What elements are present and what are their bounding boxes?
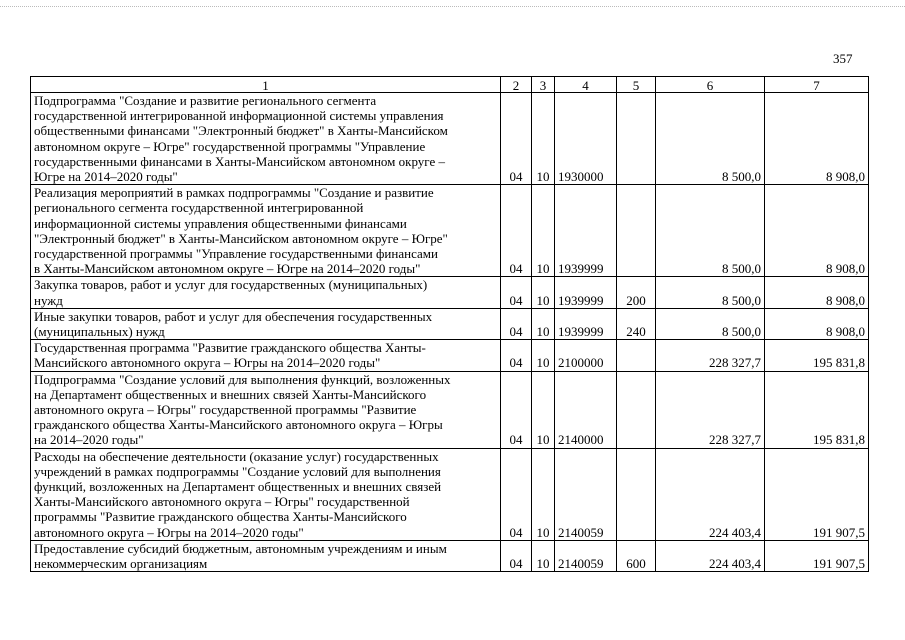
description-line: регионального сегмента государственной интегрированной <box>34 200 364 216</box>
description-line: (муниципальных) нужд <box>34 324 165 340</box>
amount-year-1: 228 327,7 <box>656 371 765 448</box>
expense-type-code <box>617 448 656 540</box>
description-line: государственной программы "Управление государственными финансами <box>34 246 438 262</box>
col-header-1: 1 <box>31 77 501 93</box>
subsection-code: 10 <box>532 340 555 371</box>
table-body <box>31 93 869 572</box>
row-description <box>31 277 501 308</box>
target-article-code: 1939999 <box>555 185 617 277</box>
amount-year-1: 228 327,7 <box>656 340 765 371</box>
row-description <box>31 185 501 277</box>
table-row <box>31 277 869 308</box>
table-row <box>31 540 869 571</box>
description-line: Подпрограмма "Создание и развитие регионального сегмента <box>34 93 377 108</box>
page-number: 357 <box>833 51 853 66</box>
col-header-6: 6 <box>656 77 765 93</box>
description-line: "Электронный бюджет" в Ханты-Мансийском автономном округе – Югре" <box>34 230 448 246</box>
amount-year-2: 8 908,0 <box>765 308 869 339</box>
description-line: программы "Развитие гражданского общества Ханты-Мансийского <box>34 509 407 525</box>
col-header-5: 5 <box>617 77 656 93</box>
col-header-7: 7 <box>765 77 869 93</box>
row-description <box>31 308 501 339</box>
budget-table <box>30 76 869 572</box>
col-header-4: 4 <box>555 77 617 93</box>
expense-type-code <box>617 185 656 277</box>
subsection-code: 10 <box>532 371 555 448</box>
description-line: на Департамент общественных и внешних связей Ханты-Мансийского <box>34 386 427 402</box>
expense-type-code: 600 <box>617 540 656 571</box>
subsection-code: 10 <box>532 277 555 308</box>
section-code: 04 <box>501 371 532 448</box>
table-row <box>31 185 869 277</box>
target-article-code: 2140000 <box>555 371 617 448</box>
row-description <box>31 93 501 185</box>
amount-year-2: 8 908,0 <box>765 277 869 308</box>
amount-year-1: 8 500,0 <box>656 308 765 339</box>
amount-year-2: 191 907,5 <box>765 448 869 540</box>
row-description <box>31 340 501 371</box>
table-row <box>31 308 869 339</box>
subsection-code: 10 <box>532 448 555 540</box>
description-line: Государственная программа "Развитие гражданского общества Ханты- <box>34 340 426 356</box>
description-line: Подпрограмма "Создание условий для выполнения функций, возложенных <box>34 371 451 387</box>
section-code: 04 <box>501 277 532 308</box>
target-article-code: 2140059 <box>555 540 617 571</box>
description-line: Югре на 2014–2020 годы" <box>34 169 178 185</box>
row-description <box>31 448 501 540</box>
description-line: гражданского общества Ханты-Мансийского автономного округа – Югры <box>34 417 443 433</box>
expense-type-code <box>617 340 656 371</box>
amount-year-1: 224 403,4 <box>656 540 765 571</box>
description-line: автономного округа – Югры" государственной программы "Развитие <box>34 402 417 418</box>
description-line: Мансийского автономного округа – Югры на 2014–2020 годы" <box>34 355 381 371</box>
description-line: Закупка товаров, работ и услуг для государственных (муниципальных) <box>34 277 428 293</box>
table-row <box>31 93 869 185</box>
target-article-code: 2140059 <box>555 448 617 540</box>
description-line: автономного округа – Югры на 2014–2020 годы" <box>34 524 304 540</box>
table-row <box>31 448 869 540</box>
description-line: на 2014–2020 годы" <box>34 432 144 448</box>
amount-year-2: 195 831,8 <box>765 371 869 448</box>
amount-year-2: 195 831,8 <box>765 340 869 371</box>
description-line: Реализация мероприятий в рамках подпрограммы "Создание и развитие <box>34 185 434 201</box>
target-article-code: 1939999 <box>555 308 617 339</box>
expense-type-code: 240 <box>617 308 656 339</box>
amount-year-1: 8 500,0 <box>656 93 765 185</box>
amount-year-2: 191 907,5 <box>765 540 869 571</box>
row-description <box>31 371 501 448</box>
table-row <box>31 340 869 371</box>
header-row <box>31 77 869 93</box>
section-code: 04 <box>501 308 532 339</box>
description-line: общественными финансами "Электронный бюджет" в Ханты-Мансийском <box>34 123 448 139</box>
amount-year-2: 8 908,0 <box>765 93 869 185</box>
scan-top-edge <box>0 6 905 8</box>
description-line: учреждений в рамках подпрограммы "Создание условий для выполнения <box>34 463 441 479</box>
description-line: Иные закупки товаров, работ и услуг для обеспечения государственных <box>34 308 433 324</box>
target-article-code: 2100000 <box>555 340 617 371</box>
expense-type-code <box>617 93 656 185</box>
subsection-code: 10 <box>532 308 555 339</box>
expense-type-code <box>617 371 656 448</box>
description-line: Ханты-Мансийского автономного округа – Югры" государственной <box>34 494 410 510</box>
amount-year-1: 8 500,0 <box>656 185 765 277</box>
amount-year-1: 224 403,4 <box>656 448 765 540</box>
description-line: в Ханты-Мансийском автономном округе – Югре на 2014–2020 годы" <box>34 261 421 277</box>
table-row <box>31 371 869 448</box>
description-line: некоммерческим организациям <box>34 556 208 572</box>
amount-year-1: 8 500,0 <box>656 277 765 308</box>
target-article-code: 1930000 <box>555 93 617 185</box>
col-header-3: 3 <box>532 77 555 93</box>
row-description <box>31 540 501 571</box>
section-code: 04 <box>501 448 532 540</box>
section-code: 04 <box>501 540 532 571</box>
subsection-code: 10 <box>532 185 555 277</box>
description-line: функций, возложенных на Департамент общественных и внешних связей <box>34 479 442 495</box>
description-line: информационной системы управления общественными финансами <box>34 215 407 231</box>
section-code: 04 <box>501 93 532 185</box>
description-line: государственными финансами в Ханты-Мансийском автономном округе – <box>34 153 445 169</box>
subsection-code: 10 <box>532 540 555 571</box>
target-article-code: 1939999 <box>555 277 617 308</box>
section-code: 04 <box>501 185 532 277</box>
description-line: Предоставление субсидий бюджетным, автономным учреждениям и иным <box>34 540 447 556</box>
amount-year-2: 8 908,0 <box>765 185 869 277</box>
description-line: Расходы на обеспечение деятельности (оказание услуг) государственных <box>34 448 439 464</box>
description-line: нужд <box>34 292 63 308</box>
description-line: государственной интегрированной информационной системы управления <box>34 108 444 124</box>
col-header-2: 2 <box>501 77 532 93</box>
description-line: автономном округе – Югре" государственной программы "Управление <box>34 138 426 154</box>
subsection-code: 10 <box>532 93 555 185</box>
expense-type-code: 200 <box>617 277 656 308</box>
section-code: 04 <box>501 340 532 371</box>
